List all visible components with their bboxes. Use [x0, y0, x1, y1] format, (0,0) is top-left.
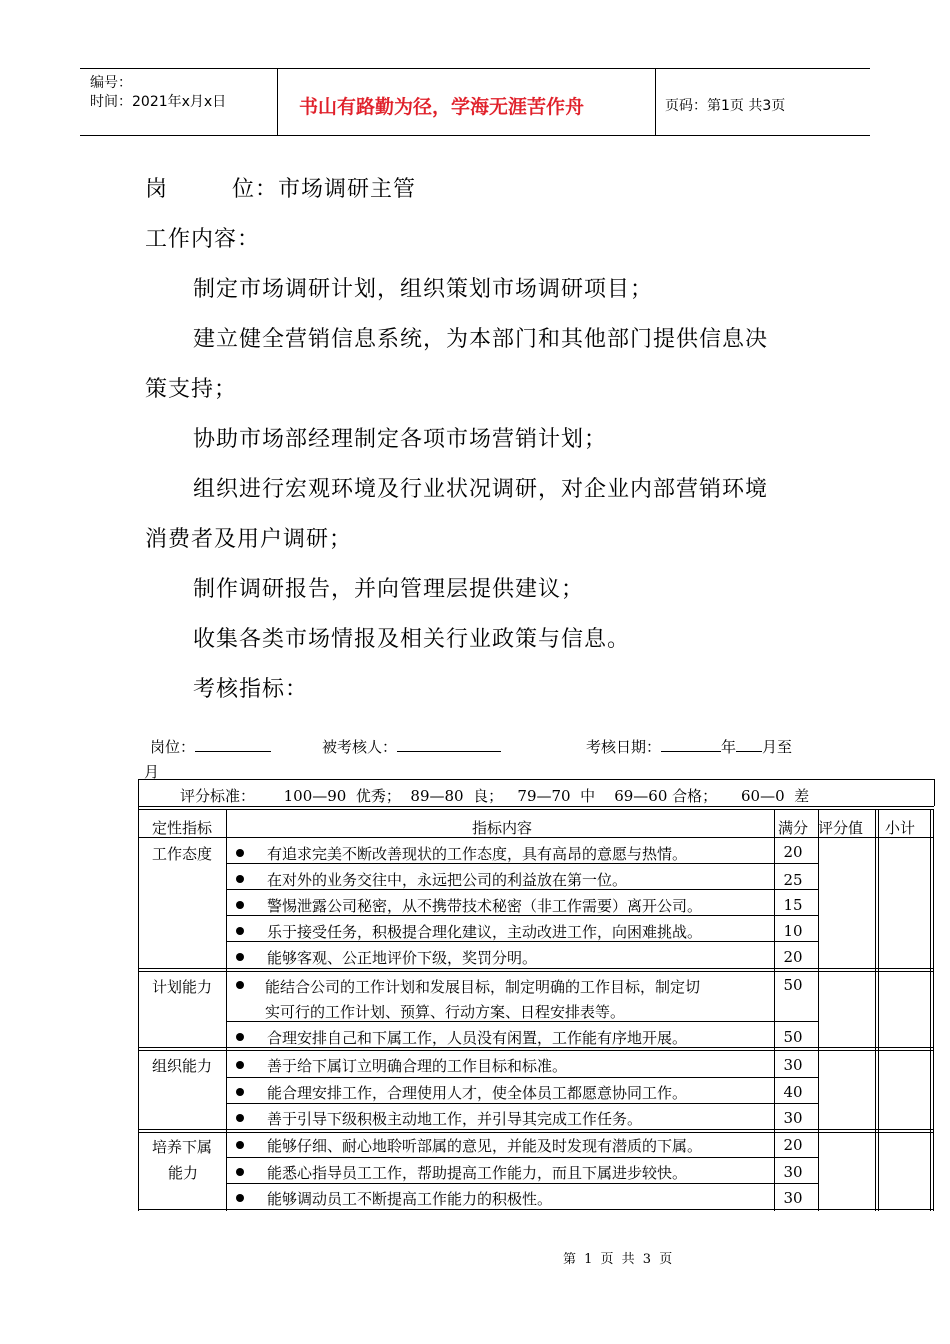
bullet-icon — [236, 901, 244, 909]
position-value: 市场调研主管 — [277, 177, 416, 202]
indicator-text: 能够调动员工不断提高工作能力的积极性。 — [267, 1190, 553, 1208]
full-score: 30 — [783, 1163, 803, 1181]
year-label: 年 — [721, 738, 737, 756]
month-blank[interactable] — [736, 737, 762, 752]
table-rule — [226, 1157, 818, 1158]
group-name: 工作态度 — [152, 845, 213, 863]
group-name: 组织能力 — [152, 1057, 213, 1075]
table-rule — [138, 1129, 934, 1130]
bullet-icon — [236, 1194, 244, 1202]
group-name: 培养下属 — [152, 1138, 213, 1156]
table-rule — [138, 779, 139, 1211]
indicator-text: 合理安排自己和下属工作，人员没有闲置，工作能有序地开展。 — [267, 1029, 688, 1047]
indicator-text: 有追求完美不断改善现状的工作态度，具有高昂的意愿与热情。 — [267, 845, 688, 863]
table-rule — [818, 809, 819, 1211]
full-score: 30 — [783, 1189, 803, 1207]
full-score: 50 — [783, 1028, 803, 1046]
doc-time-label: 时间：2021年x月x日 — [90, 94, 227, 110]
table-rule — [138, 779, 934, 780]
duty-line: 协助市场部经理制定各项市场营销计划； — [193, 427, 608, 452]
table-rule — [138, 968, 934, 969]
table-rule — [138, 1209, 934, 1210]
indicator-text: 能够仔细、耐心地聆听部属的意见，并能及时发现有潜质的下属。 — [267, 1137, 703, 1155]
bullet-icon — [236, 1141, 244, 1149]
indicator-text: 能结合公司的工作计划和发展目标，制定明确的工作目标，制定切 — [265, 978, 701, 996]
assessment-label: 考核指标： — [193, 677, 309, 702]
table-rule — [226, 809, 227, 1211]
page-info: 页码：第1页 共3页 — [665, 98, 786, 114]
bullet-icon — [236, 953, 244, 961]
header-divider — [655, 68, 656, 135]
bullet-icon — [236, 1033, 244, 1041]
table-rule — [138, 971, 934, 972]
header-top-rule — [80, 68, 870, 69]
duty-line: 建立健全营销信息系统，为本部门和其他部门提供信息决 — [193, 327, 769, 352]
month-label: 月 — [144, 763, 160, 781]
bullet-icon — [236, 849, 244, 857]
table-rule — [138, 809, 934, 810]
table-rule — [226, 1183, 818, 1184]
indicator-text: 善于引导下级积极主动地工作，并引导其完成工作任务。 — [267, 1110, 643, 1128]
bullet-icon — [236, 1088, 244, 1096]
full-score: 30 — [783, 1056, 803, 1074]
bullet-icon — [236, 981, 244, 989]
position-label: 岗 位： — [145, 177, 278, 202]
table-rule — [878, 809, 879, 1211]
assessee-field — [322, 736, 501, 757]
bullet-icon — [236, 875, 244, 883]
motto: 书山有路勤为径，学海无涯苦作舟 — [299, 96, 585, 118]
indicator-text: 能合理安排工作，合理使用人才，使全体员工都愿意协同工作。 — [267, 1084, 688, 1102]
col-header-indicator: 定性指标 — [152, 819, 213, 837]
doc-code-label: 编号： — [90, 75, 132, 91]
full-score: 20 — [783, 843, 803, 861]
col-header-full-score: 满分 — [778, 819, 809, 837]
indicator-text: 乐于接受任务，积极提合理化建议，主动改进工作，向困难挑战。 — [267, 923, 703, 941]
group-name: 能力 — [168, 1164, 199, 1182]
full-score: 30 — [783, 1109, 803, 1127]
full-score: 20 — [783, 1136, 803, 1154]
table-rule — [138, 837, 934, 838]
table-rule — [226, 1103, 818, 1104]
date-label: 考核日期： — [586, 738, 662, 756]
col-header-score-value: 评分值 — [818, 819, 864, 837]
table-rule — [138, 1132, 934, 1133]
bullet-icon — [236, 927, 244, 935]
bullet-icon — [236, 1061, 244, 1069]
table-rule — [138, 1050, 934, 1051]
indicator-text: 善于给下属订立明确合理的工作目标和标准。 — [267, 1057, 568, 1075]
duty-line: 消费者及用户调研； — [145, 527, 353, 552]
full-score: 40 — [783, 1083, 803, 1101]
full-score: 50 — [783, 976, 803, 994]
bullet-icon — [236, 1168, 244, 1176]
col-header-subtotal: 小计 — [885, 819, 916, 837]
work-content-label: 工作内容： — [145, 227, 261, 252]
duty-line: 制作调研报告，并向管理层提供建议； — [193, 577, 585, 602]
group-name: 计划能力 — [152, 978, 213, 996]
indicator-text: 在对外的业务交往中，永远把公司的利益放在第一位。 — [267, 871, 628, 889]
page-footer: 第 1 页 共 3 页 — [563, 1252, 675, 1267]
duty-line: 策支持； — [145, 377, 238, 402]
position-line — [145, 172, 416, 203]
duty-line: 收集各类市场情报及相关行业政策与信息。 — [193, 627, 631, 652]
month-to-label: 月至 — [762, 738, 793, 756]
indicator-text: 实可行的工作计划、预算、行动方案、日程安排表等。 — [265, 1003, 626, 1021]
duty-line: 制定市场调研计划，组织策划市场调研项目； — [193, 277, 654, 302]
table-rule — [226, 1077, 818, 1078]
duty-line: 组织进行宏观环境及行业状况调研，对企业内部营销环境 — [193, 477, 769, 502]
header-divider — [277, 68, 278, 135]
post-field — [150, 736, 271, 757]
full-score: 15 — [783, 896, 803, 914]
post-blank[interactable] — [195, 737, 271, 752]
date-field — [586, 736, 792, 757]
full-score: 20 — [783, 948, 803, 966]
full-score: 25 — [783, 871, 803, 889]
col-header-content: 指标内容 — [472, 819, 533, 837]
table-rule — [138, 806, 934, 807]
scoring-standard: 评分标准： 100—90 优秀； 89—80 良； 79—70 中 69—60 合格； 60—0 差 — [180, 787, 810, 805]
table-rule — [934, 779, 935, 806]
table-rule — [933, 809, 934, 1211]
assessee-label: 被考核人： — [322, 738, 398, 756]
year-blank[interactable] — [661, 737, 721, 752]
header-bottom-rule — [80, 135, 870, 136]
full-score: 10 — [783, 922, 803, 940]
indicator-text: 警惕泄露公司秘密，从不携带技术秘密（非工作需要）离开公司。 — [267, 897, 703, 915]
post-label: 岗位： — [150, 738, 196, 756]
indicator-text: 能悉心指导员工工作，帮助提高工作能力，而且下属进步较快。 — [267, 1164, 688, 1182]
indicator-text: 能够客观、公正地评价下级，奖罚分明。 — [267, 949, 538, 967]
assessee-blank[interactable] — [397, 737, 501, 752]
table-rule — [930, 809, 931, 1211]
bullet-icon — [236, 1114, 244, 1122]
assessment-table — [138, 779, 934, 1211]
table-rule — [875, 809, 876, 1211]
